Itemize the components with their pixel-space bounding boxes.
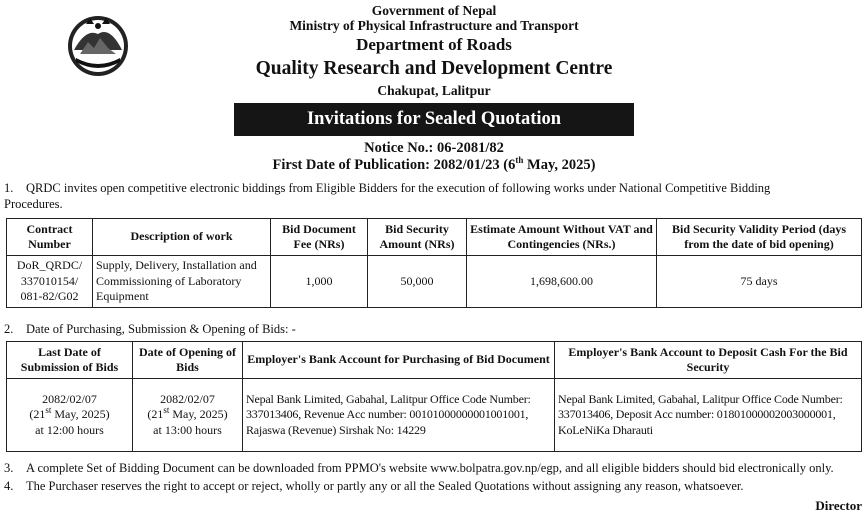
last-date-month: May, 2025) <box>51 407 110 422</box>
col-purchase-account: Employer's Bank Account for Purchasing of Bid Document <box>243 342 555 379</box>
dates-accounts-table <box>6 341 862 452</box>
opening-date-value: 2082/02/07 <box>160 391 215 406</box>
header-location: Chakupat, Lalitpur <box>377 83 491 98</box>
paragraph-4-number: 4. <box>4 479 14 493</box>
works-table-header-row <box>7 219 862 256</box>
title-banner: Invitations for Sealed Quotation <box>234 103 634 136</box>
publication-date-prefix: First Date of Publication: 2082/01/23 (6 <box>272 157 516 173</box>
paragraph-1-text: QRDC invites open competitive electronic biddings from Eligible Bidders for the execution of following works under National Competitive Bidding <box>26 181 771 195</box>
header-centre: Quality Research and Development Centre <box>255 58 613 79</box>
cell-estimate-amount: 1,698,600.00 <box>467 256 657 308</box>
header-ministry: Ministry of Physical Infrastructure and Transport <box>289 18 579 33</box>
last-date-sup: st <box>45 405 52 416</box>
notice-number: Notice No.: 06-2081/82 <box>364 140 504 156</box>
cell-validity-period: 75 days <box>657 256 862 308</box>
paragraph-1-number: 1. <box>4 181 14 195</box>
col-estimate-amount: Estimate Amount Without VAT and Contingencies (NRs.) <box>467 219 657 256</box>
last-date-value: 2082/02/07 <box>42 391 97 406</box>
col-bid-security: Bid Security Amount (NRs) <box>368 219 467 256</box>
last-date-english <box>10 407 129 423</box>
table-row <box>7 256 862 308</box>
last-date-day: (21 <box>29 407 46 422</box>
header-government: Government of Nepal <box>371 3 497 18</box>
paragraph-3-text: A complete Set of Bidding Document can be downloaded from PPMO's website www.bolpatra.gov.np/egp, and all eligible bidders should bid electronically only. <box>26 461 834 475</box>
dates-table-header-row <box>7 342 862 379</box>
cell-deposit-account: Nepal Bank Limited, Gabahal, Lalitpur Office Code Number: 337013406, Deposit Acc number: 01801000002003000001, KoLeNiKa Dharauti <box>555 379 862 452</box>
header-department: Department of Roads <box>356 35 512 54</box>
table-row <box>7 379 862 452</box>
paragraph-1 <box>4 180 862 196</box>
col-validity-period: Bid Security Validity Period (days from the date of bid opening) <box>657 219 862 256</box>
cell-document-fee: 1,000 <box>271 256 368 308</box>
paragraph-4 <box>4 478 866 494</box>
paragraph-2-text: Date of Purchasing, Submission & Opening of Bids: - <box>26 322 296 336</box>
paragraph-3 <box>4 460 866 476</box>
col-document-fee: Bid Document Fee (NRs) <box>271 219 368 256</box>
cell-opening-date <box>133 379 243 452</box>
paragraph-2-number: 2. <box>4 322 14 336</box>
works-table <box>6 218 862 308</box>
publication-date-sup: th <box>515 155 524 166</box>
col-deposit-account: Employer's Bank Account to Deposit Cash For the Bid Security <box>555 342 862 379</box>
signature-director: Director <box>815 498 862 513</box>
col-opening-date: Date of Opening of Bids <box>133 342 243 379</box>
publication-date <box>0 157 868 174</box>
col-contract-number: Contract Number <box>7 219 93 256</box>
paragraph-3-number: 3. <box>4 461 14 475</box>
col-last-submission-date: Last Date of Submission of Bids <box>7 342 133 379</box>
opening-date-month: May, 2025) <box>169 407 228 422</box>
opening-date-day: (21 <box>147 407 164 422</box>
col-description: Description of work <box>93 219 271 256</box>
paragraph-1-continued: Procedures. <box>4 197 63 211</box>
opening-date-english <box>136 407 239 423</box>
paragraph-4-text: The Purchaser reserves the right to accept or reject, wholly or partly any or all the Sealed Quotations without assigning any reason, whatsoever. <box>26 479 744 493</box>
cell-contract-number: DoR_QRDC/ 337010154/ 081-82/G02 <box>7 256 93 308</box>
cell-bid-security: 50,000 <box>368 256 467 308</box>
paragraph-2 <box>4 321 296 337</box>
last-date-time: at 12:00 hours <box>35 422 104 437</box>
opening-date-sup: st <box>163 405 170 416</box>
cell-last-submission-date <box>7 379 133 452</box>
cell-purchase-account: Nepal Bank Limited, Gabahal, Lalitpur Office Code Number: 337013406, Revenue Acc number: 00101000000001001001, Rajaswa (Revenue) Sirshak No: 14229 <box>243 379 555 452</box>
opening-date-time: at 13:00 hours <box>153 422 222 437</box>
cell-description: Supply, Delivery, Installation and Commissioning of Laboratory Equipment <box>93 256 271 308</box>
publication-date-suffix: May, 2025) <box>523 157 596 173</box>
